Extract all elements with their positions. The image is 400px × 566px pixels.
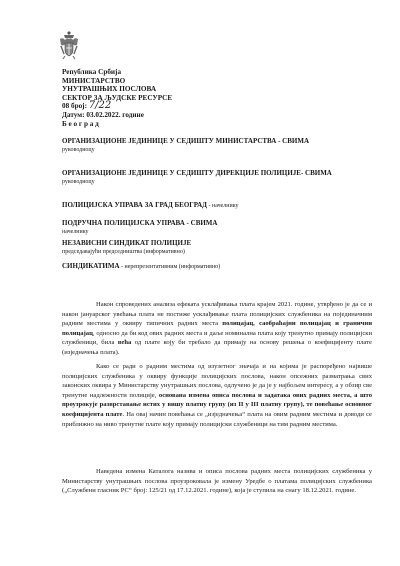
serbian-coat-of-arms-icon: [58, 30, 80, 60]
paragraph-3: [62, 467, 372, 496]
text-run-bold: полицајац, саобраћајни полицајац и гранични полицајац: [62, 320, 372, 337]
recipient-line: НЕЗАВИСНИ СИНДИКАТ ПОЛИЦИЈЕ: [62, 239, 192, 247]
text-run: Како се ради о радним местима од изузетног значаја и на којима је распоређено највише полицијских службеника у оквиру функције полицијских послова, након опсежних разматрања свих законских оквира у Министарству унутрашњих послова, одлучено је да је у најбољем интересу, а у обзир све тренутне надлежности полиције,: [62, 363, 372, 399]
header-ministry: МИНИСТАРСТВО: [62, 76, 126, 85]
recipient-block-5: [62, 239, 191, 256]
recipient-block-6: [62, 262, 220, 272]
recipient-sub: руководиоцу: [62, 178, 95, 185]
text-run: . На овај начин повећања се „изједначења“ плата на овим радним местима и доводи се приближно на ниво тренутне плате коју примају полицијски службеници на тим радним местима.: [62, 410, 372, 428]
recipient-line: ОРГАНИЗАЦИОНЕ ЈЕДИНИЦЕ У СЕДИШТУ ДИРЕКЦИЈЕ ПОЛИЦИЈЕ- СВИМА: [62, 169, 332, 177]
sender-header: [62, 68, 172, 128]
recipient-line: СИНДИКАТИМА - нерепрезентативним (информативно): [62, 262, 221, 270]
number-label: 08 број:: [62, 102, 87, 111]
text-run: Након спроведених анализа ефеката усклађивања плата крајем 2021. године, утврђено је да се и након јануарског увећања плата не постиже усклађивање плата полицијских службеника на појединачним радним местима у оквиру типичних радних места: [62, 301, 372, 328]
text-run: , односно да би код ових радних места и даље номинална плата коју тренутно примају полицијски службеници, била: [62, 329, 372, 347]
header-sector: СЕКТОР ЗА ЉУДСКЕ РЕСУРСЕ: [62, 93, 173, 102]
text-run: Наведена измена Каталога назива и описа послова радних места полицијских службеника у Министарству унутрашњих послова проузроковала је измену Уредбе о платама полицијских службеника („Службени гласник РС“ број: 125/21 од 17.12.2021. године), која је ступила на снагу 18.12.2021. године.: [62, 468, 372, 495]
recipient-suffix: - нерепрезентативним (информативно): [119, 264, 221, 270]
paragraph-2: [62, 362, 372, 429]
recipient-suffix: - начелнику: [206, 203, 239, 209]
recipient-sub: начелнику: [62, 228, 89, 235]
header-date: Датум: 03.02.2022. године: [62, 110, 144, 119]
paragraph-1: [62, 300, 372, 358]
recipient-block-2: [62, 169, 332, 186]
text-run-bold: основана измена описа послова и задатака ових радних места, а што проузрокује разврставање истих у вишу платну групу (из II у III платну групу), те повећање основног коефицијента плате: [62, 391, 372, 418]
recipient-line: ОРГАНИЗАЦИОНЕ ЈЕДИНИЦЕ У СЕДИШТУ МИНИСТАРСТВА - СВИМА: [62, 137, 310, 145]
header-city: Б е о г р а д: [62, 119, 99, 128]
recipient-block-4: [62, 219, 217, 236]
text-run-bold: већа: [117, 339, 132, 347]
recipient-sub: руководиоцу: [62, 146, 95, 153]
header-number: [62, 102, 172, 111]
recipient-line: ПОЛИЦИЈСКА УПРАВА ЗА ГРАД БЕОГРАД - начелнику: [62, 201, 239, 209]
text-run: од плате коју би требало да примају на основу решења о коефицијенту плате (изједначења плата).: [62, 339, 372, 356]
header-ministry-2: УНУТРАШЊИХ ПОСЛОВА: [62, 85, 157, 94]
recipient-block-1: [62, 137, 309, 154]
recipient-block-3: [62, 201, 239, 211]
handwritten-number: 7/22: [88, 100, 112, 112]
recipient-sub: председавајући председништва (информативно): [62, 248, 185, 255]
header-country: Република Србија: [62, 68, 122, 76]
recipient-line: ПОДРУЧНА ПОЛИЦИЈСКА УПРАВА - СВИМА: [62, 219, 218, 227]
